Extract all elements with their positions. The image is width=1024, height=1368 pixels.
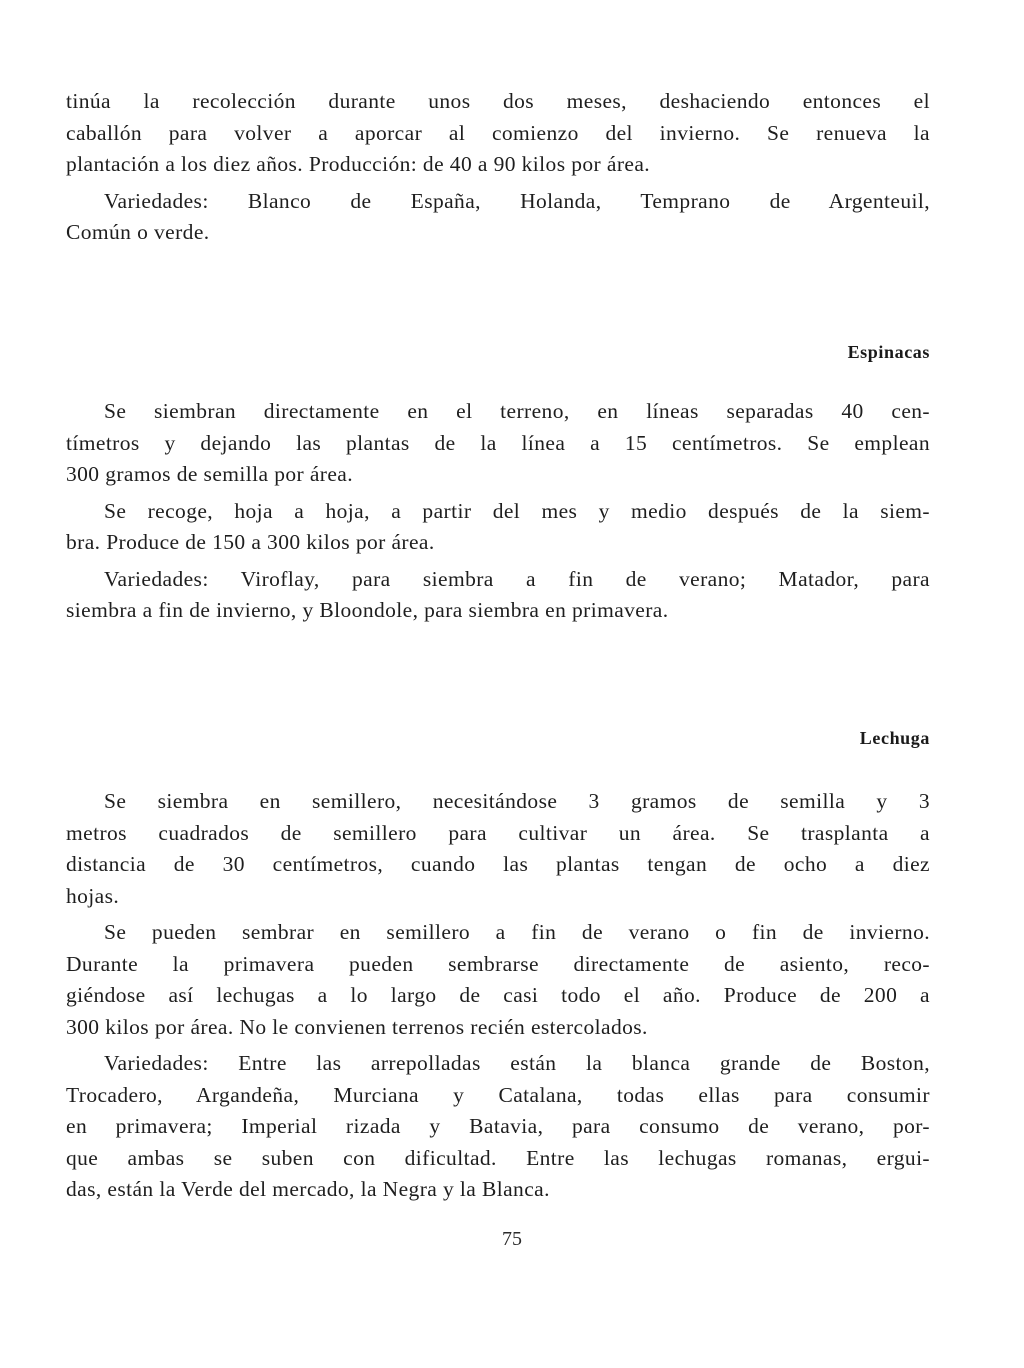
espinacas-paragraph-1 bbox=[66, 396, 930, 491]
intro-paragraph bbox=[66, 86, 930, 181]
lechuga-paragraph-2 bbox=[66, 917, 930, 1043]
text-line: Trocadero, Argandeña, Murciana y Catalana, todas ellas para consumir bbox=[66, 1082, 930, 1107]
text-line: distancia de 30 centímetros, cuando las plantas tengan de ocho a diez bbox=[66, 852, 930, 876]
text-line: das, están la Verde del mercado, la Negra y la Blanca. bbox=[66, 1177, 550, 1201]
lechuga-paragraph-1 bbox=[66, 786, 930, 912]
text-line: que ambas se suben con dificultad. Entre las lechugas romanas, ergui- bbox=[66, 1145, 930, 1170]
espinacas-section bbox=[66, 396, 930, 632]
text-line: Se siembra en semillero, necesitándose 3 gramos de semilla y 3 bbox=[104, 789, 930, 813]
espinacas-paragraph-2 bbox=[66, 496, 930, 559]
text-line: Variedades: Blanco de España, Holanda, Temprano de Argenteuil, bbox=[104, 188, 930, 213]
lechuga-paragraph-3 bbox=[66, 1048, 930, 1206]
text-line: plantación a los diez años. Producción: de 40 a 90 kilos por área. bbox=[66, 152, 651, 176]
section-heading-espinacas: Espinacas bbox=[847, 342, 930, 362]
lechuga-section bbox=[66, 786, 930, 1211]
text-line: bra. Produce de 150 a 300 kilos por área. bbox=[66, 530, 435, 554]
page-number: 75 bbox=[502, 1228, 522, 1250]
text-line: giéndose así lechugas a lo largo de casi todo el año. Produce de 200 a bbox=[66, 983, 930, 1007]
text-line: en primavera; Imperial rizada y Batavia, para consumo de verano, por- bbox=[66, 1114, 930, 1138]
text-line: Se recoge, hoja a hoja, a partir del mes y medio después de la siem- bbox=[104, 498, 930, 523]
text-line: Se pueden sembrar en semillero a fin de verano o fin de invierno. bbox=[104, 920, 930, 944]
text-line: Común o verde. bbox=[66, 220, 210, 244]
section-heading-lechuga: Lechuga bbox=[859, 728, 930, 748]
text-line: Se siembran directamente en el terreno, en líneas separadas 40 cen- bbox=[104, 399, 930, 423]
text-line: Variedades: Entre las arrepolladas están la blanca grande de Boston, bbox=[104, 1051, 930, 1075]
text-line: Variedades: Viroflay, para siembra a fin de verano; Matador, para bbox=[104, 566, 930, 591]
text-line: caballón para volver a aporcar al comienzo del invierno. Se renueva la bbox=[66, 120, 930, 145]
text-line: Durante la primavera pueden sembrarse directamente de asiento, reco- bbox=[66, 951, 930, 976]
intro-varieties-paragraph bbox=[66, 186, 930, 249]
text-line: tímetros y dejando las plantas de la línea a 15 centímetros. Se emplean bbox=[66, 430, 930, 455]
espinacas-paragraph-3 bbox=[66, 564, 930, 627]
text-line: 300 gramos de semilla por área. bbox=[66, 462, 354, 486]
text-line: siembra a fin de invierno, y Bloondole, para siembra en primavera. bbox=[66, 598, 669, 622]
intro-section bbox=[66, 86, 930, 254]
text-line: 300 kilos por área. No le convienen terrenos recién estercolados. bbox=[66, 1014, 648, 1039]
text-line: metros cuadrados de semillero para cultivar un área. Se trasplanta a bbox=[66, 820, 930, 845]
text-line: hojas. bbox=[66, 883, 120, 908]
text-line: tinúa la recolección durante unos dos meses, deshaciendo entonces el bbox=[66, 89, 930, 113]
